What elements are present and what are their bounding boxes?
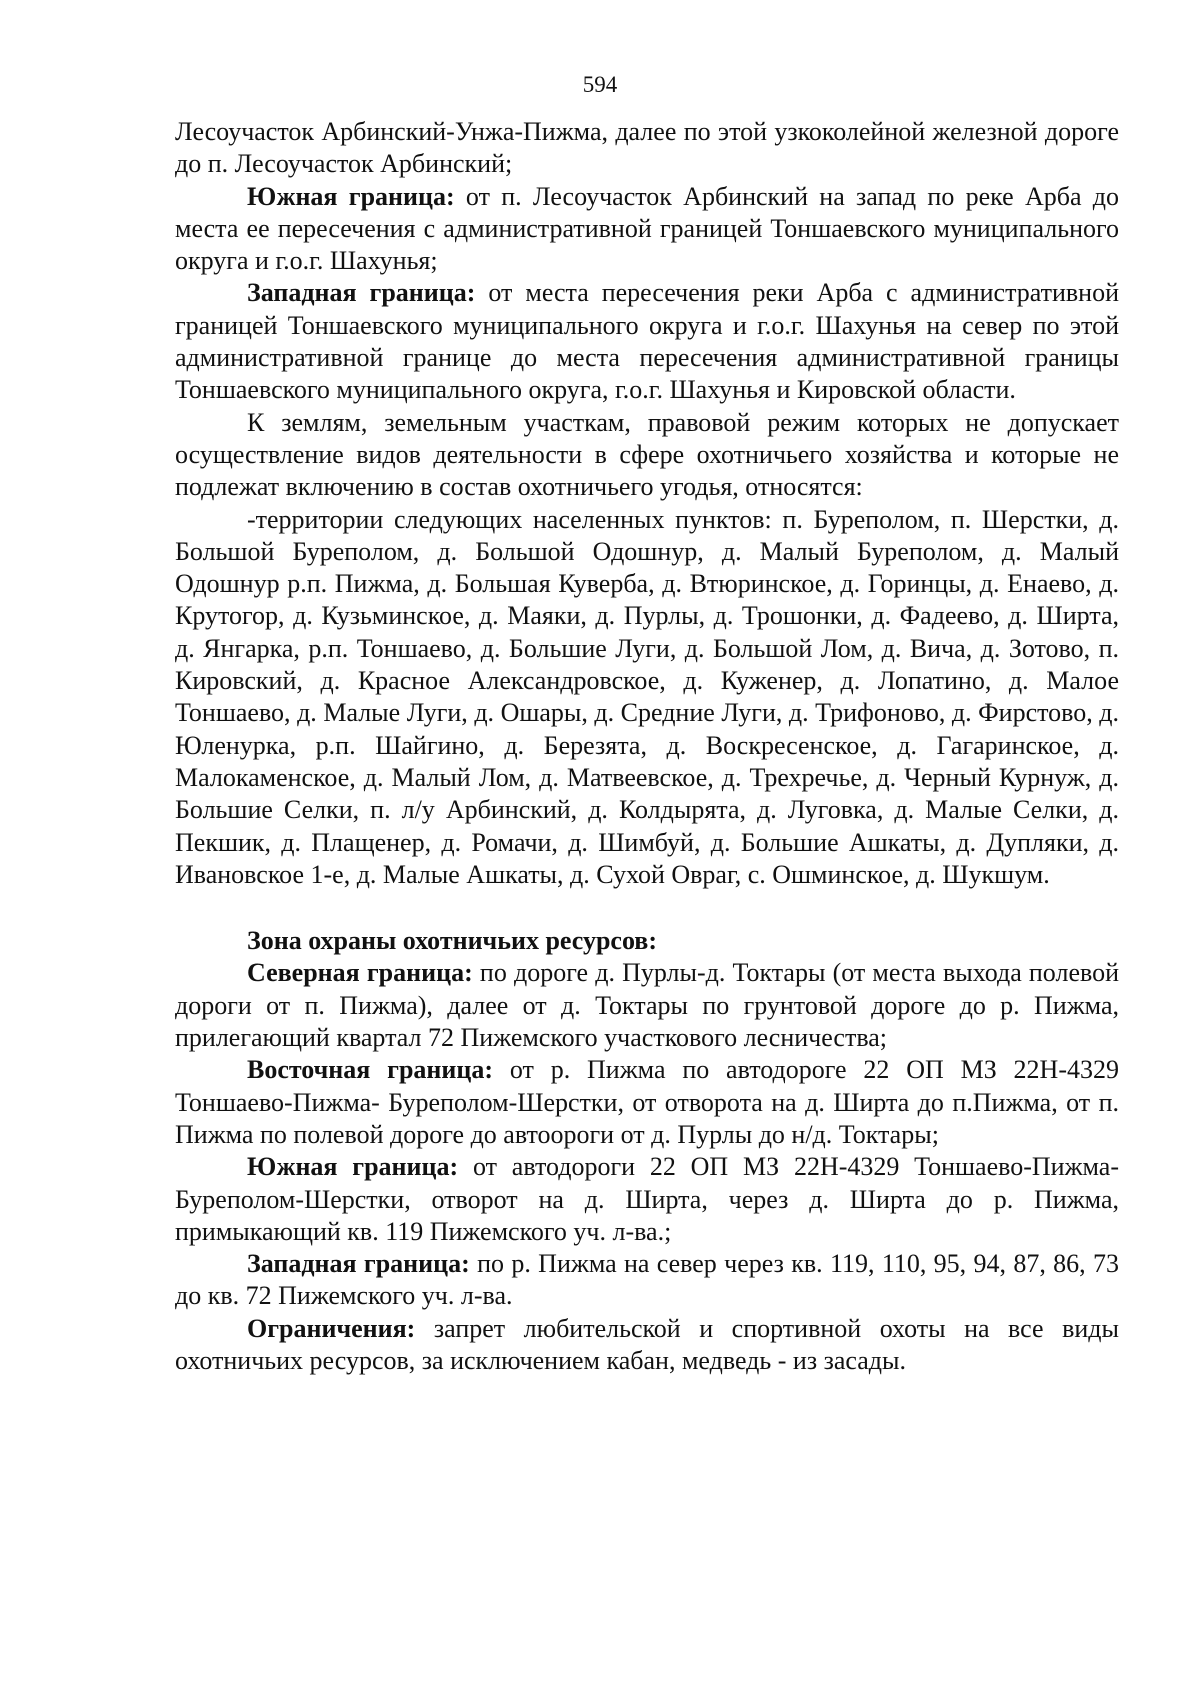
paragraph-restrictions <box>175 1313 1119 1378</box>
settlements-list-text: -территории следующих населенных пунктов: п. Буреполом, п. Шерстки, д. Большой Буреполом, д. Большой Одошнур, д. Малый Буреполом, д. Малый Одошнур р.п. Пижма, д. Большая Куверба, д. Втюринское, д. Горинцы, д. Енаево, д. Крутогор, д. Кузьминское, д. Маяки, д. Пурлы, д. Трошонки, д. Фадеево, д. Ширта, д. Янгарка, р.п. Тоншаево, д. Большие Луги, д. Большой Лом, д. Вича, д. Зотово, п. Кировский, д. Красное Александровское, д. Куженер, д. Лопатино, д. Малое Тоншаево, д. Малые Луги, д. Ошары, д. Средние Луги, д. Трифоново, д. Фирстово, д. Юленурка, р.п. Шайгино, д. Березята, д. Воскресенское, д. Гагаринское, д. Малокаменское, д. Малый Лом, д. Матвеевское, д. Трехречье, д. Черный Курнуж, д. Большие Селки, п. л/у Арбинский, д. Колдырята, д. Луговка, д. Малые Селки, д. Пекшик, д. Плащенер, д. Ромачи, д. Шимбуй, д. Большие Ашкаты, д. Дупляки, д. Ивановское 1-е, д. Малые Ашкаты, д. Сухой Овраг, с. Ошминское, д. Шукшум. <box>175 504 1119 889</box>
south-border-label: Южная граница: <box>247 181 455 211</box>
south-border-text: от п. Лесоучасток Арбинский на запад по реке Арба до места ее пересечения с административной границей Тоншаевского муниципального округа и г.о.г. Шахунья; <box>175 181 1120 276</box>
zone-south-border-text: от автодороги 22 ОП МЗ 22Н-4329 Тоншаево-Пижма- Буреполом-Шерстки, отворот на д. Ширта, через д. Ширта до р. Пижма, примыкающий кв. 119 Пижемского уч. л-ва.; <box>175 1152 1119 1246</box>
paragraph-zone-east-border <box>175 1054 1119 1151</box>
zone-east-border-label: Восточная граница: <box>247 1055 494 1085</box>
restrictions-text: запрет любительской и спортивной охоты на все виды охотничьих ресурсов, за исключением кабан, медведь - из засады. <box>175 1313 1119 1375</box>
paragraph-south-border <box>175 181 1119 278</box>
paragraph-text: Лесоучасток Арбинский-Унжа-Пижма, далее по этой узкоколейной железной дороге до п. Лесоучасток Арбинский; <box>175 117 1119 179</box>
paragraph-excluded-lands <box>175 407 1119 504</box>
paragraph-continuation <box>175 116 1119 181</box>
zone-west-border-text: по р. Пижма на север через кв. 119, 110, 95, 94, 87, 86, 73 до кв. 72 Пижемского уч. л-ва. <box>175 1249 1119 1311</box>
page-number: 594 <box>582 72 618 97</box>
zone-south-border-label: Южная граница: <box>247 1152 459 1182</box>
zone-west-border-label: Западная граница: <box>247 1249 470 1279</box>
zone-north-border-label: Северная граница: <box>247 958 473 988</box>
paragraph-zone-north-border <box>175 957 1119 1054</box>
zone-north-border-text: по дороге д. Пурлы-д. Токтары (от места выхода полевой дороги от п. Пижма), далее от д. Токтары по грунтовой дороге до р. Пижма, прилегающий квартал 72 Пижемского участкового лесничества; <box>175 958 1119 1053</box>
zone-heading: Зона охраны охотничьих ресурсов: <box>247 926 658 956</box>
west-border-text: от места пересечения реки Арба с административной границей Тоншаевского муниципального округа и г.о.г. Шахунья на север по этой административной границе до места пересечения административной границы Тоншаевского муниципального округа, г.о.г. Шахунья и Кировской области. <box>175 278 1119 405</box>
paragraph-settlements-list <box>175 504 1119 892</box>
document-body <box>175 116 1119 1377</box>
west-border-label: Западная граница: <box>247 278 476 308</box>
restrictions-label: Ограничения: <box>247 1313 416 1343</box>
paragraph-west-border <box>175 277 1119 406</box>
zone-east-border-text: от р. Пижма по автодороге 22 ОП МЗ 22Н-4329 Тоншаево-Пижма- Буреполом-Шерстки, от отворота на д. Ширта до п.Пижма, от п. Пижма по полевой дороге до автоороги от д. Пурлы до н/д. Токтары; <box>175 1055 1119 1149</box>
paragraph-zone-west-border <box>175 1248 1119 1313</box>
excluded-lands-text: К землям, земельным участкам, правовой режим которых не допускает осуществление видов деятельности в сфере охотничьего хозяйства и которые не подлежат включению в состав охотничьего угодья, относятся: <box>175 407 1119 502</box>
paragraph-zone-south-border <box>175 1151 1119 1248</box>
